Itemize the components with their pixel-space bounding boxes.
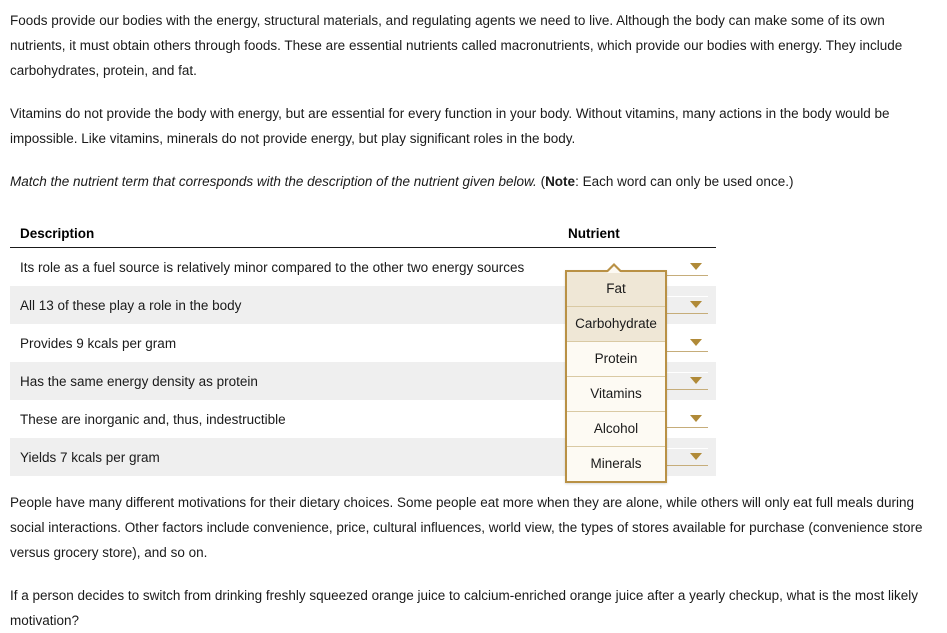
question-paragraph: If a person decides to switch from drinking freshly squeezed orange juice to calcium-enriched orange juice after a yearly checkup, what is the most likely motivation? — [10, 588, 918, 628]
row-description: Its role as a fuel source is relatively minor compared to the other two energy sources — [10, 248, 560, 287]
dropdown-option-protein[interactable]: Protein — [567, 342, 665, 377]
note-label: Note — [545, 174, 576, 189]
nutrient-dropdown-menu[interactable] — [565, 270, 667, 483]
row-description: Provides 9 kcals per gram — [10, 324, 560, 362]
intro-paragraph-1: Foods provide our bodies with the energy, structural materials, and regulating agents we need to live. Although the body can make some of its own nutrients, it must obtain others through foods. These are essential nutrients called macronutrients, which provide our bodies with energy. They include carbohydrates, protein, and fat. — [10, 13, 903, 78]
chevron-down-icon[interactable] — [690, 339, 702, 346]
row-description: Has the same energy density as protein — [10, 362, 560, 400]
post-table-text — [10, 490, 937, 633]
row-description: These are inorganic and, thus, indestructible — [10, 400, 560, 438]
column-header-description: Description — [10, 226, 560, 248]
row-description: All 13 of these play a role in the body — [10, 286, 560, 324]
dropdown-option-vitamins[interactable]: Vitamins — [567, 377, 665, 412]
column-header-nutrient: Nutrient — [560, 226, 716, 248]
motivation-paragraph: People have many different motivations for their dietary choices. Some people eat more when they are alone, while others will only eat full meals during social interactions. Other factors include convenience, price, cultural influences, world view, the types of stores available for purchase (convenience store versus grocery store), and so on. — [10, 495, 923, 560]
chevron-down-icon[interactable] — [690, 415, 702, 422]
dropdown-caret-inner-icon — [607, 266, 621, 273]
matching-instruction — [10, 169, 937, 194]
dropdown-option-fat[interactable]: Fat — [567, 272, 665, 307]
chevron-down-icon[interactable] — [690, 301, 702, 308]
chevron-down-icon[interactable] — [690, 263, 702, 270]
chevron-down-icon[interactable] — [690, 377, 702, 384]
dropdown-option-minerals[interactable]: Minerals — [567, 447, 665, 481]
row-description: Yields 7 kcals per gram — [10, 438, 560, 476]
chevron-down-icon[interactable] — [690, 453, 702, 460]
note-text: : Each word can only be used once.) — [575, 174, 794, 189]
dropdown-option-carbohydrate[interactable]: Carbohydrate — [567, 307, 665, 342]
note-open-paren: ( — [540, 174, 546, 189]
table-header-row — [10, 226, 716, 248]
instruction-note — [541, 174, 794, 189]
dropdown-option-alcohol[interactable]: Alcohol — [567, 412, 665, 447]
intro-paragraph-2: Vitamins do not provide the body with energy, but are essential for every function in your body. Without vitamins, many actions in the body would be impossible. Like vitamins, minerals do not provide energy, but play significant roles in the body. — [10, 106, 890, 146]
instruction-main: Match the nutrient term that corresponds with the description of the nutrient given below. — [10, 174, 537, 189]
